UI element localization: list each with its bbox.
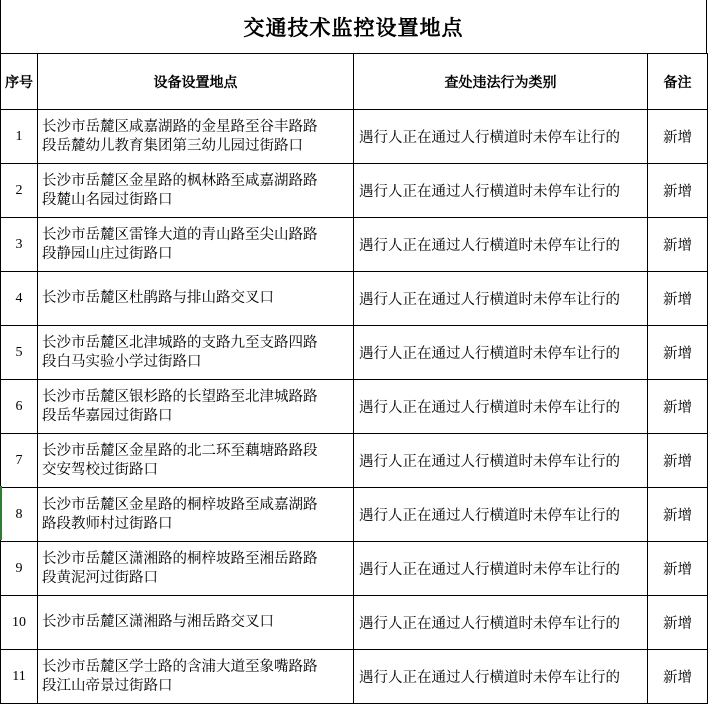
row-number-cell[interactable]: 5 [1, 326, 38, 380]
row-number-cell[interactable]: 6 [1, 380, 38, 434]
violation-cell[interactable]: 遇行人正在通过人行横道时未停车让行的 [354, 218, 648, 272]
table-row [1, 326, 708, 380]
note-cell[interactable]: 新增 [648, 596, 708, 650]
location-text-line: 段黄泥河过街路口 [42, 569, 158, 586]
location-text-line: 路段教师村过街路口 [42, 515, 173, 532]
location-text-line: 长沙市岳麓区杜鹃路与排山路交叉口 [42, 290, 274, 306]
table-row [1, 596, 708, 650]
violation-cell[interactable]: 遇行人正在通过人行横道时未停车让行的 [354, 272, 648, 326]
table-row [1, 488, 708, 542]
note-cell[interactable]: 新增 [648, 542, 708, 596]
location-text-line: 段岳麓幼儿教育集团第三幼儿园过街路口 [42, 137, 303, 154]
table-row [1, 434, 708, 488]
location-text-line: 长沙市岳麓区金星路的桐梓坡路至咸嘉湖路 [42, 496, 318, 513]
row-number-cell[interactable]: 10 [1, 596, 38, 650]
location-text-line: 段麓山名园过街路口 [42, 191, 173, 208]
table-body [1, 110, 708, 704]
table-row [1, 218, 708, 272]
selected-row-marker [0, 486, 2, 540]
note-cell[interactable]: 新增 [648, 650, 708, 704]
location-text-line: 长沙市岳麓区银杉路的长望路至北津城路路 [42, 388, 318, 405]
row-number-cell[interactable]: 4 [1, 272, 38, 326]
row-number-cell[interactable]: 2 [1, 164, 38, 218]
note-cell[interactable]: 新增 [648, 272, 708, 326]
violation-cell[interactable]: 遇行人正在通过人行横道时未停车让行的 [354, 164, 648, 218]
violation-cell[interactable]: 遇行人正在通过人行横道时未停车让行的 [354, 488, 648, 542]
row-number-cell[interactable]: 3 [1, 218, 38, 272]
location-text-line: 长沙市岳麓区金星路的北二环至藕塘路路段 [42, 442, 318, 459]
violation-cell[interactable]: 遇行人正在通过人行横道时未停车让行的 [354, 650, 648, 704]
location-table [0, 53, 708, 704]
violation-cell[interactable]: 遇行人正在通过人行横道时未停车让行的 [354, 434, 648, 488]
note-cell[interactable]: 新增 [648, 110, 708, 164]
location-cell[interactable] [38, 380, 354, 434]
row-number-cell[interactable]: 7 [1, 434, 38, 488]
note-cell[interactable]: 新增 [648, 488, 708, 542]
location-text-line: 长沙市岳麓区学士路的含浦大道至象嘴路路 [42, 658, 318, 675]
header-no[interactable]: 序号 [1, 54, 38, 110]
location-text-line: 长沙市岳麓区金星路的枫林路至咸嘉湖路路 [42, 172, 318, 189]
note-cell[interactable]: 新增 [648, 326, 708, 380]
location-cell[interactable] [38, 488, 354, 542]
location-cell[interactable] [38, 542, 354, 596]
row-number-cell[interactable]: 1 [1, 110, 38, 164]
note-cell[interactable]: 新增 [648, 434, 708, 488]
table-row [1, 164, 708, 218]
location-text-line: 长沙市岳麓区潇湘路的桐梓坡路至湘岳路路 [42, 550, 318, 567]
violation-cell[interactable]: 遇行人正在通过人行横道时未停车让行的 [354, 110, 648, 164]
location-text-line: 段江山帝景过街路口 [42, 677, 173, 694]
location-cell[interactable] [38, 218, 354, 272]
header-location[interactable]: 设备设置地点 [38, 54, 354, 110]
row-number-cell[interactable]: 8 [1, 488, 38, 542]
location-cell[interactable] [38, 272, 354, 326]
location-cell[interactable] [38, 434, 354, 488]
location-text-line: 段岳华嘉园过街路口 [42, 407, 173, 424]
location-text-line: 长沙市岳麓区咸嘉湖路的金星路至谷丰路路 [42, 118, 318, 135]
table-row [1, 380, 708, 434]
location-text-line: 段白马实验小学过街路口 [42, 353, 202, 370]
violation-cell[interactable]: 遇行人正在通过人行横道时未停车让行的 [354, 542, 648, 596]
location-text-line: 长沙市岳麓区北津城路的支路九至支路四路 [42, 334, 318, 351]
header-note[interactable]: 备注 [648, 54, 708, 110]
note-cell[interactable]: 新增 [648, 164, 708, 218]
violation-cell[interactable]: 遇行人正在通过人行横道时未停车让行的 [354, 380, 648, 434]
table-row [1, 110, 708, 164]
location-cell[interactable] [38, 326, 354, 380]
violation-cell[interactable]: 遇行人正在通过人行横道时未停车让行的 [354, 326, 648, 380]
row-number-cell[interactable]: 11 [1, 650, 38, 704]
table-row [1, 272, 708, 326]
header-row [1, 54, 708, 110]
location-text-line: 长沙市岳麓区潇湘路与湘岳路交叉口 [42, 614, 274, 630]
location-cell[interactable] [38, 164, 354, 218]
note-cell[interactable]: 新增 [648, 218, 708, 272]
violation-cell[interactable]: 遇行人正在通过人行横道时未停车让行的 [354, 596, 648, 650]
location-text-line: 交安驾校过街路口 [42, 461, 158, 478]
location-cell[interactable] [38, 650, 354, 704]
table-row [1, 650, 708, 704]
header-violation[interactable]: 查处违法行为类别 [354, 54, 648, 110]
table-row [1, 542, 708, 596]
row-number-cell[interactable]: 9 [1, 542, 38, 596]
location-cell[interactable] [38, 596, 354, 650]
location-cell[interactable] [38, 110, 354, 164]
note-cell[interactable]: 新增 [648, 380, 708, 434]
location-text-line: 段静园山庄过街路口 [42, 245, 173, 262]
page-title: 交通技术监控设置地点 [243, 15, 464, 40]
title-cell[interactable] [0, 0, 707, 53]
location-text-line: 长沙市岳麓区雷锋大道的青山路至尖山路路 [42, 226, 318, 243]
